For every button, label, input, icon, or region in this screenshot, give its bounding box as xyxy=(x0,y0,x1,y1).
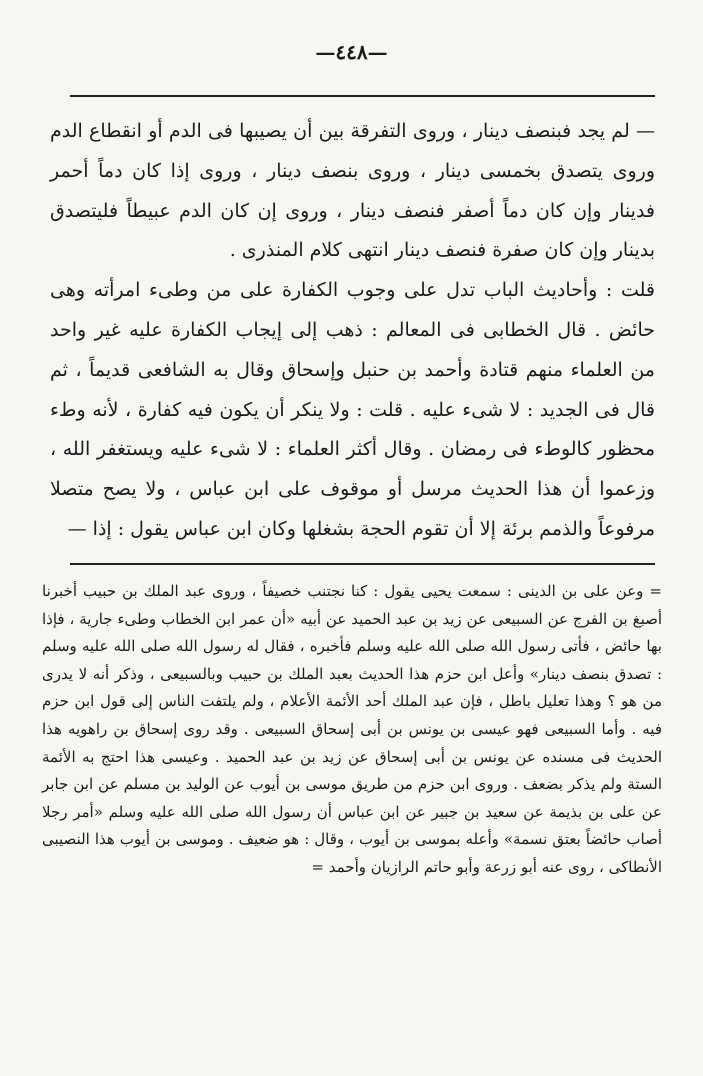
main-paragraph: قلت : وأحاديث الباب تدل على وجوب الكفارة على من وطىء امرأته وهى حائض . قال الخطابى فى المعالم : ذهب إلى إيجاب الكفارة عليه غير واحد من العلماء منهم قتادة وأحمد بن حنبل وإسحاق وقال به الشافعى قديماً ، ثم قال فى الجديد : لا شىء عليه . قلت : ولا ينكر أن يكون فيه كفارة ، لأنه وطء محظور كالوطء فى رمضان . وقال أكثر العلماء : لا شىء عليه ويستغفر الله ، وزعموا أن هذا الحديث مرسل أو موقوف على ابن عباس ، ولا يصح متصلا مرفوعاً والذمم برئة إلا أن تقوم الحجة بشغلها وكان ابن عباس يقول : إذا — xyxy=(50,279,655,540)
footnote-paragraph: = وعن على بن الدينى : سمعت يحيى يقول : كنا نجتنب خصيفاً ، وروى عبد الملك بن حبيب أخبرنا أصبغ بن الفرج عن السبيعى عن زيد بن عبد الحميد عن أبيه «أن عمر ابن الخطاب وطىء جارية ، فإذا بها حائض ، فأتى رسول الله صلى الله عليه وسلم فأخبره ، فقال له رسول الله صلى الله عليه وسلم : تصدق بنصف دينار» وأعل ابن حزم هذا الحديث بعبد الملك بن حبيب وبالسبيعى ، وذكر أنه لا يدرى من هو ؟ وهذا تعليل باطل ، فإن عبد الملك أحد الأئمة الأعلام ، ولم يلتفت الناس إلى قول ابن حزم فيه . وأما السبيعى فهو عيسى بن يونس بن أبى إسحاق السبيعى . وقد روى إسحاق بن راهويه هذا الحديث فى مسنده عن يونس بن أبى إسحاق عن زيد بن عبد الحميد . وعيسى هذا احتج به الأئمة الستة ولم يذكر بضعف . وروى ابن حزم من طريق موسى بن أيوب عن الوليد بن مسلم عن ابن جابر عن على بن بذيمة عن سعيد بن جبير عن ابن عباس أن رسول الله صلى الله عليه وسلم «أمر رجلا أصاب حائضاً بعتق نسمة» وأعله بموسى بن أيوب ، وقال : هو ضعيف . وموسى بن أيوب هذا النصيبى الأنطاكى ، روى عنه أبو زرعة وأبو حاتم الرازيان وأحمد = xyxy=(42,582,662,876)
footnote-text xyxy=(42,578,662,882)
header-rule xyxy=(70,95,655,97)
page-number: —٤٤٨— xyxy=(315,40,388,64)
main-paragraph: — لم يجد فبنصف دينار ، وروى التفرقة بين أن يصيبها فى الدم أو انقطاع الدم وروى يتصدق بخمسى دينار ، وروى بنصف دينار ، وروى إذا كان دماً أحمر فدينار وإن كان دماً أصفر فنصف دينار ، وروى إن كان الدم عبيطاً فليتصدق بدينار وإن كان صفرة فنصف دينار انتهى كلام المنذرى . xyxy=(50,120,655,262)
main-text xyxy=(50,112,655,550)
footnote-separator xyxy=(70,563,655,565)
